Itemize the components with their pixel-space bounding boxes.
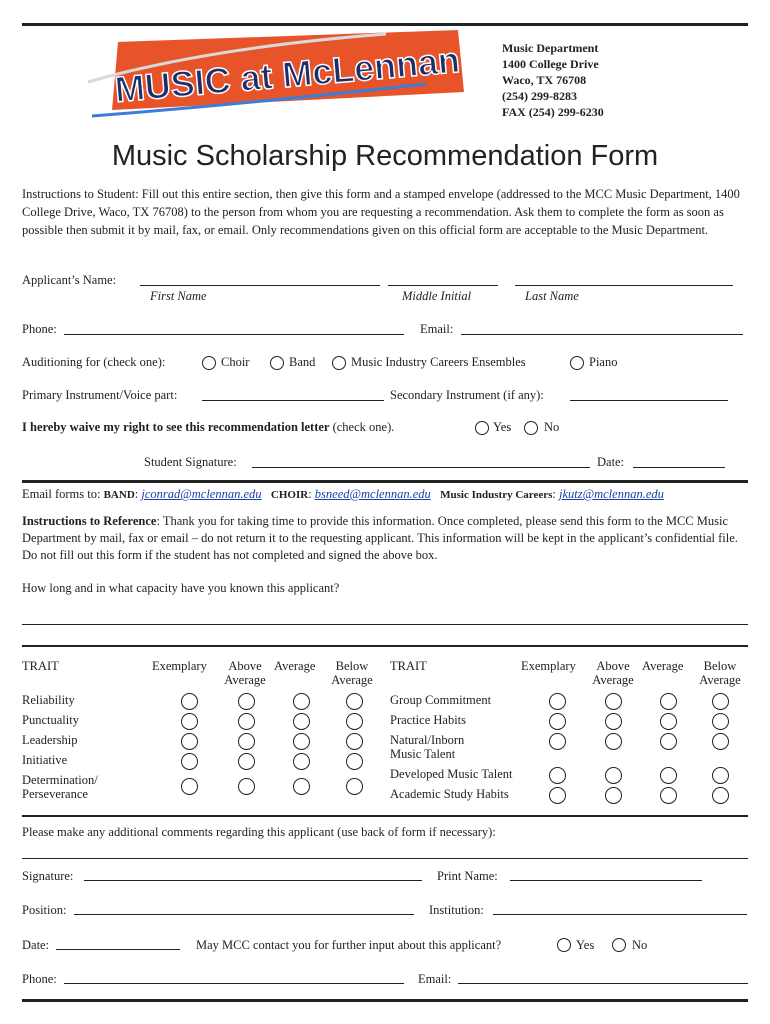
address-line: Waco, TX 76708 bbox=[502, 73, 587, 87]
rating-radio-left-4-2[interactable] bbox=[293, 778, 310, 795]
ref-email-label: Email: bbox=[418, 972, 452, 986]
waive-bold: I hereby waive my right to see this recommendation letter bbox=[22, 420, 330, 434]
middle-initial-line[interactable] bbox=[388, 285, 498, 286]
trait-header-right: TRAIT bbox=[390, 659, 427, 673]
rating-radio-left-1-3[interactable] bbox=[346, 713, 363, 730]
logo-graphic bbox=[86, 30, 466, 125]
col-average-right: Average bbox=[642, 659, 684, 673]
choir-radio[interactable] bbox=[202, 356, 216, 370]
rating-radio-right-4-2[interactable] bbox=[660, 787, 677, 804]
rating-radio-left-2-2[interactable] bbox=[293, 733, 310, 750]
waive-yes-radio[interactable] bbox=[475, 421, 489, 435]
last-name-line[interactable] bbox=[515, 285, 733, 286]
email-line[interactable] bbox=[461, 334, 743, 335]
trait-bottom-rule bbox=[22, 815, 748, 817]
section-rule bbox=[22, 480, 748, 483]
trait-group-commitment: Group Commitment bbox=[390, 693, 492, 707]
trait-natural-talent: Natural/Inborn Music Talent bbox=[390, 733, 465, 761]
col-above-average-left: Above Average bbox=[224, 659, 266, 687]
ref-position-label: Position: bbox=[22, 903, 67, 917]
col-average-left: Average bbox=[274, 659, 316, 673]
trait-top-rule bbox=[22, 645, 748, 647]
ref-position-line[interactable] bbox=[74, 914, 414, 915]
trait-developed-talent: Developed Music Talent bbox=[390, 767, 513, 781]
how-long-answer-line[interactable] bbox=[22, 624, 748, 625]
rating-radio-right-0-3[interactable] bbox=[712, 693, 729, 710]
mic-email-link[interactable]: jkutz@mclennan.edu bbox=[559, 487, 664, 501]
ref-signature-line[interactable] bbox=[84, 880, 422, 881]
rating-radio-left-3-2[interactable] bbox=[293, 753, 310, 770]
contact-question: May MCC contact you for further input about this applicant? bbox=[196, 938, 502, 952]
email-forms-prefix: Email forms to: bbox=[22, 487, 101, 501]
address-line: Music Department bbox=[502, 41, 599, 55]
band-email-link[interactable]: jconrad@mclennan.edu bbox=[141, 487, 262, 501]
email-label: Email: bbox=[420, 322, 454, 336]
contact-no-label: No bbox=[632, 938, 648, 952]
auditioning-label: Auditioning for (check one): bbox=[22, 355, 166, 369]
trait-header-left: TRAIT bbox=[22, 659, 59, 673]
rating-radio-left-0-0[interactable] bbox=[181, 693, 198, 710]
rating-radio-right-1-3[interactable] bbox=[712, 713, 729, 730]
student-date-label: Date: bbox=[597, 455, 625, 469]
trait-initiative: Initiative bbox=[22, 753, 68, 767]
rating-radio-right-1-2[interactable] bbox=[660, 713, 677, 730]
ref-institution-label: Institution: bbox=[429, 903, 484, 917]
how-long-question: How long and in what capacity have you known this applicant? bbox=[22, 581, 340, 595]
reference-instructions-text: : Thank you for taking time to provide this information. Once completed, please send this form to the MCC Music Department by mail, fax or email – do not return it to the requesting applicant. This information will be kept in the applicant’s confidential file. Do not fill out this form if the student has not completed and signed the above box. bbox=[22, 514, 738, 562]
first-name-line[interactable] bbox=[140, 285, 380, 286]
piano-label: Piano bbox=[589, 355, 618, 369]
rating-radio-right-4-1[interactable] bbox=[605, 787, 622, 804]
trait-practice-habits: Practice Habits bbox=[390, 713, 467, 727]
applicant-name-label: Applicant’s Name: bbox=[22, 273, 117, 287]
rating-radio-right-0-0[interactable] bbox=[549, 693, 566, 710]
band-label: BAND bbox=[103, 489, 135, 501]
rating-radio-left-2-3[interactable] bbox=[346, 733, 363, 750]
rating-radio-left-0-2[interactable] bbox=[293, 693, 310, 710]
ref-phone-line[interactable] bbox=[64, 983, 404, 984]
rating-radio-left-3-3[interactable] bbox=[346, 753, 363, 770]
rating-radio-right-1-0[interactable] bbox=[549, 713, 566, 730]
mic-label: Music Industry Careers bbox=[440, 489, 553, 501]
address-line: (254) 299-8283 bbox=[502, 89, 577, 103]
rating-radio-right-0-1[interactable] bbox=[605, 693, 622, 710]
trait-reliability: Reliability bbox=[22, 693, 75, 707]
top-rule bbox=[22, 23, 748, 26]
secondary-instrument-line[interactable] bbox=[570, 400, 728, 401]
col-exemplary-left: Exemplary bbox=[152, 659, 207, 673]
bottom-rule bbox=[22, 999, 748, 1002]
band-label: Band bbox=[289, 355, 316, 369]
ref-print-name-line[interactable] bbox=[510, 880, 702, 881]
rating-radio-right-3-2[interactable] bbox=[660, 767, 677, 784]
col-below-average-right: Below Average bbox=[699, 659, 741, 687]
rating-radio-left-2-1[interactable] bbox=[238, 733, 255, 750]
rating-radio-left-1-2[interactable] bbox=[293, 713, 310, 730]
student-signature-line[interactable] bbox=[252, 467, 590, 468]
trait-punctuality: Punctuality bbox=[22, 713, 79, 727]
reference-instructions bbox=[22, 513, 750, 564]
rating-radio-right-2-3[interactable] bbox=[712, 733, 729, 750]
ref-print-name-label: Print Name: bbox=[437, 869, 498, 883]
email-forms-line: Email forms to: BAND: jconrad@mclennan.edu CHOIR: bsneed@mclennan.edu Music Industry Careers: jkutz@mclennan.edu bbox=[22, 487, 664, 501]
rating-radio-left-1-0[interactable] bbox=[181, 713, 198, 730]
svg-text:MUSIC at McLennan: MUSIC at McLennan bbox=[113, 38, 462, 110]
trait-determination: Determination/ Perseverance bbox=[22, 773, 98, 801]
rating-radio-right-0-2[interactable] bbox=[660, 693, 677, 710]
choir-label: Choir bbox=[221, 355, 250, 369]
ref-institution-line[interactable] bbox=[493, 914, 747, 915]
secondary-instrument-label: Secondary Instrument (if any): bbox=[390, 388, 544, 402]
student-instructions: Instructions to Student: Fill out this entire section, then give this form and a stamped envelope (addressed to the MCC Music Department, 1400 College Drive, Waco, TX 76708) to the person from whom you are requesting a recommendation. Ask them to complete the form as soon as possible then submit it by mail, fax, or email. Only recommendations given on this official form are acceptable to the Music Department. bbox=[22, 187, 740, 237]
rating-radio-left-4-1[interactable] bbox=[238, 778, 255, 795]
ref-date-line[interactable] bbox=[56, 949, 180, 950]
rating-radio-left-4-0[interactable] bbox=[181, 778, 198, 795]
rating-radio-left-1-1[interactable] bbox=[238, 713, 255, 730]
mic-ensembles-label: Music Industry Careers Ensembles bbox=[351, 355, 526, 369]
rating-radio-left-0-1[interactable] bbox=[238, 693, 255, 710]
piano-radio[interactable] bbox=[570, 356, 584, 370]
contact-no-radio[interactable] bbox=[612, 938, 626, 952]
rating-radio-right-4-3[interactable] bbox=[712, 787, 729, 804]
primary-instrument-label: Primary Instrument/Voice part: bbox=[22, 388, 178, 402]
middle-initial-caption: Middle Initial bbox=[402, 289, 472, 303]
student-date-line[interactable] bbox=[633, 467, 725, 468]
col-above-average-right: Above Average bbox=[592, 659, 634, 687]
page-title: Music Scholarship Recommendation Form bbox=[111, 140, 659, 172]
choir-label: CHOIR bbox=[270, 489, 309, 501]
ref-date-label: Date: bbox=[22, 938, 50, 952]
reference-instructions-bold: Instructions to Reference bbox=[22, 514, 157, 528]
contact-yes-label: Yes bbox=[576, 938, 595, 952]
address-line: 1400 College Drive bbox=[502, 57, 599, 71]
address-line: FAX (254) 299-6230 bbox=[502, 105, 604, 119]
waive-no-radio[interactable] bbox=[524, 421, 538, 435]
ref-phone-label: Phone: bbox=[22, 972, 57, 986]
waive-rest: (check one). bbox=[332, 420, 395, 434]
contact-yes-radio[interactable] bbox=[557, 938, 571, 952]
waive-no-label: No bbox=[544, 420, 560, 434]
mic-ensembles-radio[interactable] bbox=[332, 356, 346, 370]
rating-radio-left-4-3[interactable] bbox=[346, 778, 363, 795]
comments-prompt: Please make any additional comments regarding this applicant (use back of form if necessary): bbox=[22, 825, 496, 839]
first-name-caption: First Name bbox=[150, 289, 207, 303]
logo bbox=[86, 30, 466, 125]
rating-radio-left-3-1[interactable] bbox=[238, 753, 255, 770]
primary-instrument-line[interactable] bbox=[202, 400, 384, 401]
phone-label: Phone: bbox=[22, 322, 57, 336]
rating-radio-right-3-3[interactable] bbox=[712, 767, 729, 784]
rating-radio-right-3-0[interactable] bbox=[549, 767, 566, 784]
rating-radio-right-1-1[interactable] bbox=[605, 713, 622, 730]
waive-yes-label: Yes bbox=[493, 420, 512, 434]
choir-email-link[interactable]: bsneed@mclennan.edu bbox=[314, 487, 431, 501]
ref-signature-label: Signature: bbox=[22, 869, 74, 883]
rating-radio-right-3-1[interactable] bbox=[605, 767, 622, 784]
rating-radio-left-0-3[interactable] bbox=[346, 693, 363, 710]
department-address bbox=[502, 40, 604, 120]
student-signature-label: Student Signature: bbox=[144, 455, 237, 469]
band-radio[interactable] bbox=[270, 356, 284, 370]
ref-email-line[interactable] bbox=[458, 983, 748, 984]
waive-statement bbox=[22, 420, 394, 435]
comments-line[interactable] bbox=[22, 858, 748, 859]
trait-leadership: Leadership bbox=[22, 733, 78, 747]
rating-radio-right-4-0[interactable] bbox=[549, 787, 566, 804]
rating-radio-right-2-0[interactable] bbox=[549, 733, 566, 750]
col-exemplary-right: Exemplary bbox=[521, 659, 576, 673]
col-below-average-left: Below Average bbox=[331, 659, 373, 687]
rating-radio-right-2-1[interactable] bbox=[605, 733, 622, 750]
rating-radio-left-2-0[interactable] bbox=[181, 733, 198, 750]
trait-academic-habits: Academic Study Habits bbox=[390, 787, 509, 801]
rating-radio-left-3-0[interactable] bbox=[181, 753, 198, 770]
last-name-caption: Last Name bbox=[525, 289, 579, 303]
phone-line[interactable] bbox=[64, 334, 404, 335]
rating-radio-right-2-2[interactable] bbox=[660, 733, 677, 750]
